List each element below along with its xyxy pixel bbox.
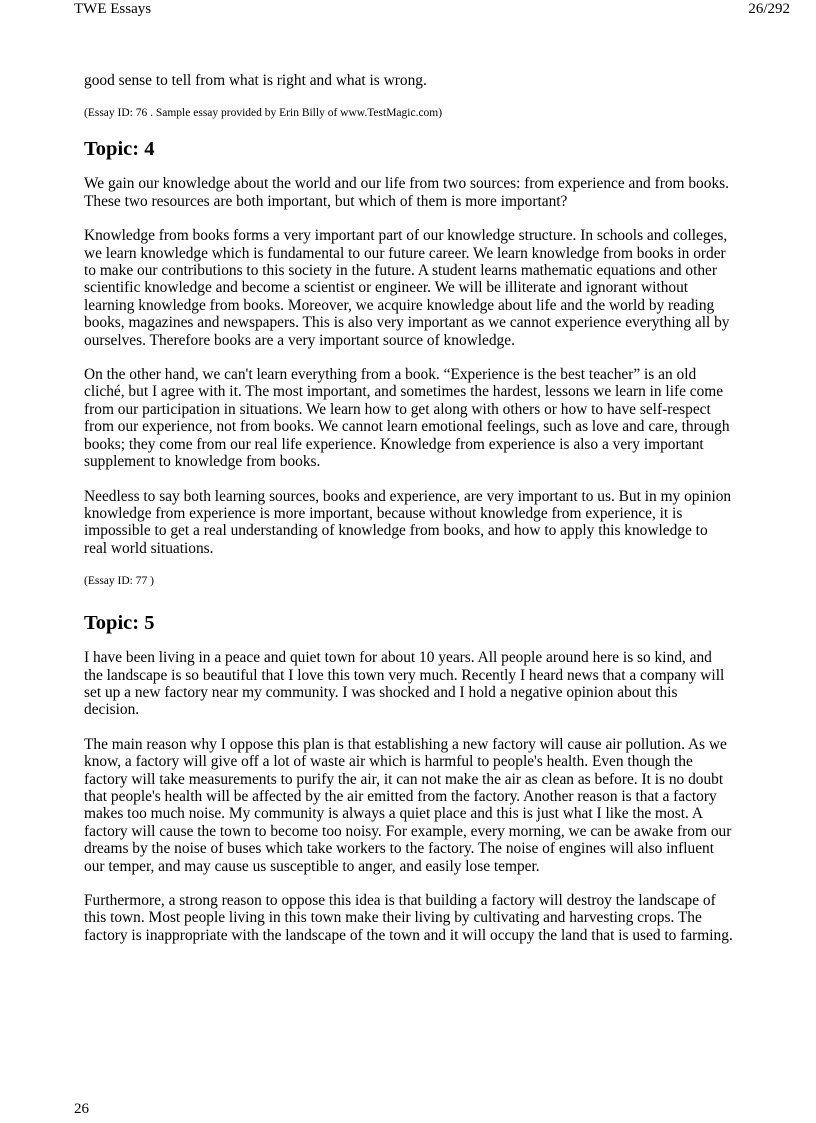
topic-4-paragraph-3: Needless to say both learning sources, books and experience, are very important to us. But in my opinion knowledge from experience is more important, because without knowledge from experience, it is impossible to get a real understanding of knowledge from books, and how to apply this knowledge to real world situations. bbox=[84, 487, 732, 557]
continuation-paragraph: good sense to tell from what is right and what is wrong. bbox=[84, 72, 427, 89]
running-header bbox=[74, 0, 790, 20]
page-number: 26 bbox=[74, 1101, 89, 1117]
page-content bbox=[84, 72, 734, 961]
topic-4-heading: Topic: 4 bbox=[84, 138, 155, 161]
topic-4-paragraph-1: Knowledge from books forms a very important part of our knowledge structure. In schools and colleges, we learn knowledge which is fundamental to our future career. We learn knowledge from books in order to make our contributions to this society in the future. A student learns mathematic equations and other scientific knowledge and become a scientist or engineer. We will be illiterate and ignorant without learning knowledge from books. Moreover, we acquire knowledge about life and the world by reading books, magazines and newspapers. This is also very important as we cannot experience everything all by ourselves. Therefore books are a very important source of knowledge. bbox=[84, 227, 730, 349]
topic-4-prompt: We gain our knowledge about the world and our life from two sources: from experience and from books. These two resources are both important, but which of them is more important? bbox=[84, 175, 729, 210]
topic-5-paragraph-3: Furthermore, a strong reason to oppose this idea is that building a factory will destroy the landscape of this town. Most people living in this town make their living by cultivating and harvesting crops. The factory is inappropriate with the landscape of the town and it will occupy the land that is used to farming. bbox=[84, 892, 733, 944]
topic-4-paragraph-2: On the other hand, we can't learn everything from a book. “Experience is the best teacher” is an old cliché, but I agree with it. The most important, and sometimes the hardest, lessons we learn in life come from our participation in situations. We learn how to get along with others or how to have self-respect from our experience, not from books. We cannot learn emotional feelings, such as love and care, through books; they come from our real life experience. Knowledge from experience is also a very important supplement to knowledge from books. bbox=[84, 366, 730, 471]
topic-5-heading: Topic: 5 bbox=[84, 612, 155, 635]
topic-5-paragraph-1: I have been living in a peace and quiet town for about 10 years. All people around here is so kind, and the landscape is so beautiful that I love this town very much. Recently I heard news that a company will set up a new factory near my community. I was shocked and I hold a negative opinion about this decision. bbox=[84, 649, 725, 719]
document-title: TWE Essays bbox=[74, 1, 152, 17]
topic-5-paragraph-2: The main reason why I oppose this plan is that establishing a new factory will cause air pollution. As we know, a factory will give off a lot of waste air which is harmful to people's health. Even though the factory will take measurements to purify the air, it can not make the air as clean as before. It is no doubt that people's health will be affected by the air emitted from the factory. Another reason is that a factory makes too much noise. My community is always a quiet place and this is just what I like the most. A factory will cause the town to become too noisy. For example, every morning, we can be awake from our dreams by the noise of buses which take workers to the factory. The noise of engines will also influent our temper, and may cause us susceptible to anger, and easily lose temper. bbox=[84, 735, 732, 875]
essay-id-76: (Essay ID: 76 . Sample essay provided by Erin Billy of www.TestMagic.com) bbox=[84, 107, 443, 120]
essay-id-77: (Essay ID: 77 ) bbox=[84, 575, 154, 588]
page-indicator: 26/292 bbox=[748, 1, 790, 17]
